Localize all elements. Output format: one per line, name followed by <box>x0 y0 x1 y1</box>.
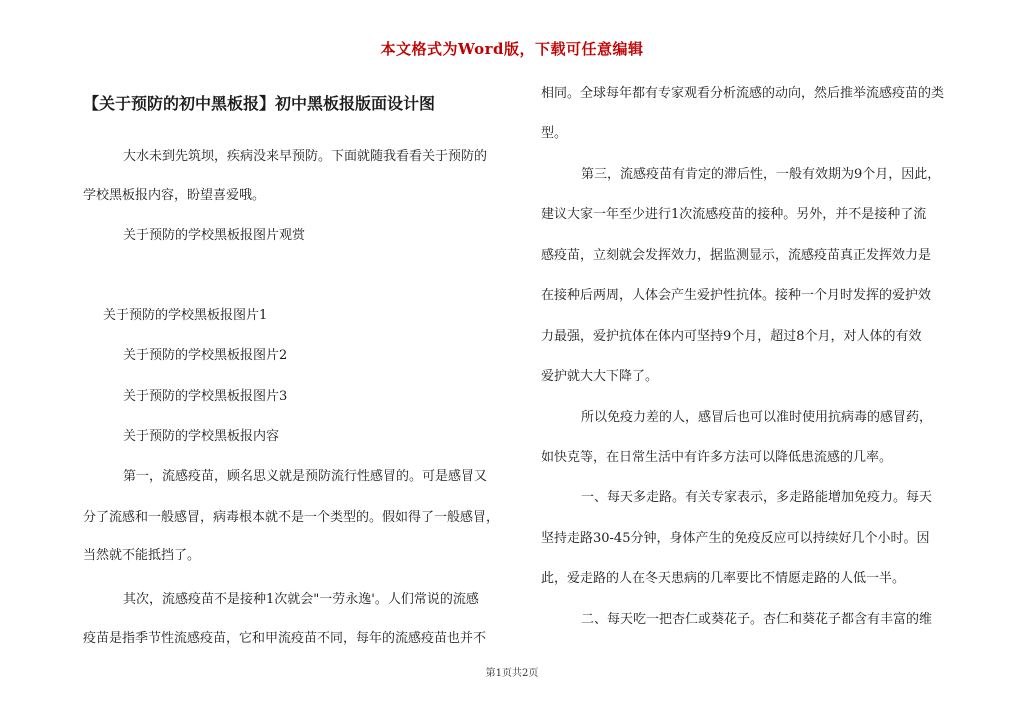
document-title: 【关于预防的初中黑板报】初中黑板报版面设计图 <box>83 94 436 113</box>
paragraph-line: 在接种后两周，人体会产生爱护性抗体。接种一个月时发挥的爱护效 <box>541 288 932 303</box>
paragraph-line: 第一，流感疫苗，顾名思义就是预防流行性感冒的。可是感冒又 <box>123 469 488 484</box>
gallery-heading: 关于预防的学校黑板报图片观赏 <box>123 228 306 243</box>
paragraph-line: 疫苗是指季节性流感疫苗，它和甲流疫苗不同，每年的流感疫苗也并不 <box>83 631 487 646</box>
paragraph-line: 型。 <box>541 126 568 141</box>
paragraph-line: 分了流感和一般感冒，病毒根本就不是一个类型的。假如得了一般感冒， <box>83 510 500 525</box>
image-caption-2: 关于预防的学校黑板报图片2 <box>123 348 288 363</box>
paragraph-line: 当然就不能抵挡了。 <box>83 548 201 563</box>
paragraph-line: 学校黑板报内容，盼望喜爱哦。 <box>83 188 266 203</box>
paragraph-line: 爱护就大大下降了。 <box>541 369 659 384</box>
paragraph-line: 建议大家一年至少进行1次流感疫苗的接种。另外，并不是接种了流 <box>541 207 927 222</box>
paragraph-line: 此，爱走路的人在冬天患病的几率要比不情愿走路的人低一半。 <box>541 571 906 586</box>
content-heading: 关于预防的学校黑板报内容 <box>123 429 280 444</box>
paragraph-line: 二、每天吃一把杏仁或葵花子。杏仁和葵花子都含有丰富的维 <box>581 612 933 627</box>
word-format-banner: 本文格式为Word版，下载可任意编辑 <box>380 40 644 58</box>
paragraph-line: 坚持走路30-45分钟，身体产生的免疫反应可以持续好几个小时。因 <box>541 531 930 546</box>
paragraph-line: 相同。全球每年都有专家观看分析流感的动向，然后推举流感疫苗的类 <box>541 86 945 101</box>
image-caption-1: 关于预防的学校黑板报图片1 <box>103 308 268 323</box>
page-number: 第1页共2页 <box>485 668 539 679</box>
paragraph-line: 如快克等，在日常生活中有许多方法可以降低患流感的几率。 <box>541 450 893 465</box>
paragraph-line: 所以免疫力差的人，感冒后也可以准时使用抗病毒的感冒药， <box>581 410 933 425</box>
paragraph-line: 第三，流感疫苗有肯定的滞后性，一般有效期为9个月，因此， <box>581 167 941 182</box>
image-caption-3: 关于预防的学校黑板报图片3 <box>123 389 288 404</box>
paragraph-line: 一、每天多走路。有关专家表示，多走路能增加免疫力。每天 <box>581 490 933 505</box>
paragraph-line: 其次，流感疫苗不是接种1次就会"一劳永逸'。人们常说的流感 <box>123 592 479 607</box>
paragraph-line: 感疫苗，立刻就会发挥效力，据监测显示，流感疫苗真正发挥效力是 <box>541 248 932 263</box>
paragraph-line: 大水未到先筑坝，疾病没来早预防。下面就随我看看关于预防的 <box>123 149 488 164</box>
paragraph-line: 力最强，爱护抗体在体内可坚持9个月，超过8个月，对人体的有效 <box>541 329 922 344</box>
